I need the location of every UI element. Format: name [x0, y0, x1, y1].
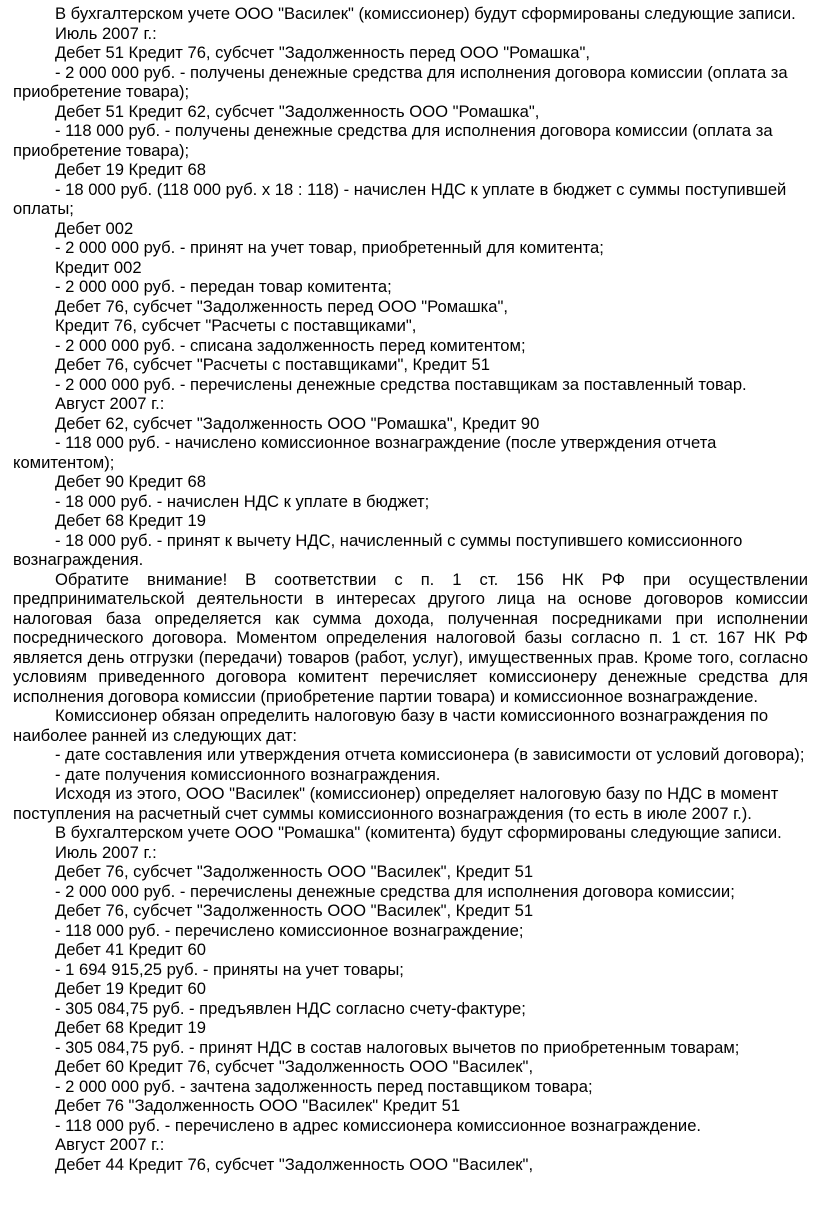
document-body: [13, 4, 808, 1174]
document-paragraph: - 118 000 руб. - перечислено в адрес комиссионера комиссионное вознаграждение.: [55, 1115, 702, 1135]
document-paragraph: Дебет 19 Кредит 68: [55, 160, 206, 179]
document-paragraph: - 2 000 000 руб. - получены денежные средства для исполнения договора комиссии (оплата за приобретение товара);: [13, 62, 788, 101]
document-paragraph: - 18 000 руб. - принят к вычету НДС, начисленный с суммы поступившего комиссионного вознаграждения.: [13, 530, 743, 569]
document-paragraph: Дебет 60 Кредит 76, субсчет "Задолженность ООО "Василек",: [55, 1057, 534, 1076]
document-paragraph: Комиссионер обязан определить налоговую базу в части комиссионного вознаграждения по наиболее ранней из следующих дат:: [13, 706, 769, 745]
document-paragraph: В бухгалтерском учете ООО "Василек" (комиссионер) будут сформированы следующие записи.: [55, 4, 796, 23]
document-paragraph: Дебет 90 Кредит 68: [55, 472, 206, 491]
document-paragraph: Дебет 68 Кредит 19: [55, 1018, 206, 1037]
document-paragraph: Июль 2007 г.:: [55, 23, 157, 43]
document-paragraph: Август 2007 г.:: [55, 1135, 165, 1154]
document-paragraph: Дебет 44 Кредит 76, субсчет "Задолженность ООО "Василек",: [55, 1154, 534, 1174]
document-paragraph: - 2 000 000 руб. - перечислены денежные средства поставщикам за поставленный товар.: [55, 374, 747, 394]
document-paragraph: - 118 000 руб. - начислено комиссионное вознаграждение (после утверждения отчета комитентом);: [13, 433, 717, 472]
document-paragraph: Дебет 68 Кредит 19: [55, 511, 206, 530]
document-paragraph: Дебет 51 Кредит 62, субсчет "Задолженность ООО "Ромашка",: [55, 101, 540, 121]
document-paragraph: - 2 000 000 руб. - принят на учет товар, приобретенный для комитента;: [55, 238, 604, 257]
document-paragraph: Дебет 51 Кредит 76, субсчет "Задолженность перед ООО "Ромашка",: [55, 43, 590, 62]
document-paragraph: Дебет 76, субсчет "Расчеты с поставщиками", Кредит 51: [55, 355, 490, 374]
document-paragraph: - 305 084,75 руб. - принят НДС в состав налоговых вычетов по приобретенным товарам;: [55, 1037, 740, 1057]
document-paragraph: Дебет 002: [55, 218, 134, 238]
document-paragraph: Исходя из этого, ООО "Василек" (комиссионер) определяет налоговую базу по НДС в момент поступления на расчетный счет суммы комиссионного вознаграждения (то есть в июле 2007 г.).: [13, 784, 779, 823]
document-paragraph: - дате получения комиссионного вознаграждения.: [55, 764, 441, 784]
document-paragraph: - 18 000 руб. (118 000 руб. x 18 : 118) - начислен НДС к уплате в бюджет с суммы поступившей оплаты;: [13, 179, 787, 218]
document-paragraph: - 2 000 000 руб. - списана задолженность перед комитентом;: [55, 335, 526, 355]
document-paragraph: Обратите внимание! В соответствии с п. 1 ст. 156 НК РФ при осуществлении предпринимательской деятельности в интересах другого лица на основе договоров комиссии налоговая база определяется как сумма дохода, полученная посредниками при исполнении посреднического договора. Моментом определения налоговой базы согласно п. 1 ст. 167 НК РФ является день отгрузки (передачи) товаров (работ, услуг), имущественных прав. Кроме того, согласно условиям приведенного договора комитент перечисляет комиссионеру денежные средства для исполнения договора комиссии (приобретение партии товара) и комиссионное вознаграждение.: [13, 569, 808, 706]
document-paragraph: Дебет 41 Кредит 60: [55, 940, 206, 959]
document-paragraph: Дебет 76 "Задолженность ООО "Василек" Кредит 51: [55, 1096, 461, 1115]
document-paragraph: - 18 000 руб. - начислен НДС к уплате в бюджет;: [55, 491, 430, 511]
document-paragraph: - 1 694 915,25 руб. - приняты на учет товары;: [55, 959, 404, 979]
document-paragraph: Дебет 76, субсчет "Задолженность перед ООО "Ромашка",: [55, 296, 509, 316]
document-paragraph: - 2 000 000 руб. - перечислены денежные средства для исполнения договора комиссии;: [55, 881, 735, 901]
document-paragraph: Дебет 76, субсчет "Задолженность ООО "Василек", Кредит 51: [55, 901, 534, 920]
document-paragraph: Дебет 62, субсчет "Задолженность ООО "Ромашка", Кредит 90: [55, 413, 540, 433]
document-paragraph: Кредит 002: [55, 257, 142, 277]
document-paragraph: - 118 000 руб. - перечислено комиссионное вознаграждение;: [55, 920, 524, 940]
document-paragraph: Август 2007 г.:: [55, 394, 165, 413]
document-paragraph: - 118 000 руб. - получены денежные средства для исполнения договора комиссии (оплата за приобретение товара);: [13, 121, 773, 160]
document-paragraph: Дебет 19 Кредит 60: [55, 979, 206, 998]
document-paragraph: Дебет 76, субсчет "Задолженность ООО "Василек", Кредит 51: [55, 862, 534, 881]
document-paragraph: - дате составления или утверждения отчета комиссионера (в зависимости от условий договора);: [55, 745, 805, 764]
document-paragraph: - 305 084,75 руб. - предъявлен НДС согласно счету-фактуре;: [55, 998, 526, 1018]
document-paragraph: - 2 000 000 руб. - передан товар комитента;: [55, 277, 392, 296]
document-paragraph: - 2 000 000 руб. - зачтена задолженность перед поставщиком товара;: [55, 1076, 593, 1096]
document-paragraph: Июль 2007 г.:: [55, 842, 157, 862]
document-paragraph: Кредит 76, субсчет "Расчеты с поставщиками",: [55, 316, 417, 335]
document-paragraph: В бухгалтерском учете ООО "Ромашка" (комитента) будут сформированы следующие записи.: [55, 823, 782, 842]
